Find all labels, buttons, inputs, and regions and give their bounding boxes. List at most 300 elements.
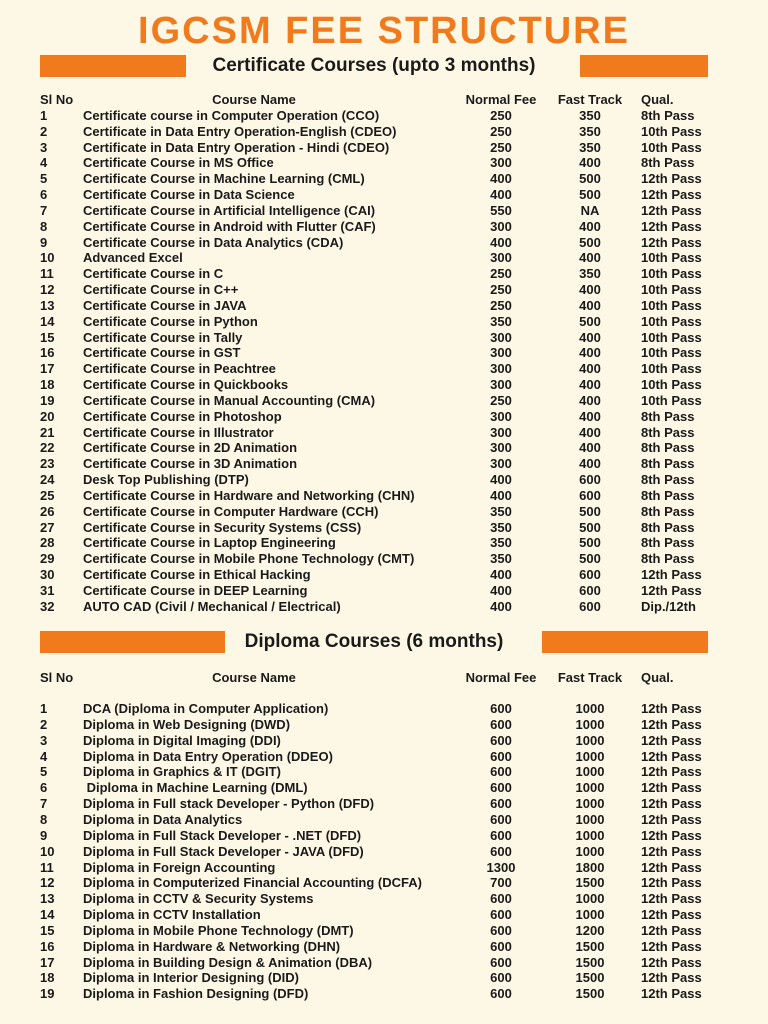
course-name-cell: Diploma in Mobile Phone Technology (DMT) (83, 922, 354, 938)
table-row (40, 377, 730, 393)
course-name-cell: Certificate Course in Ethical Hacking (83, 567, 311, 583)
course-name-cell: Certificate Course in GST (83, 345, 241, 361)
normal-fee-cell: 600 (490, 843, 512, 859)
course-name-cell: Certificate Course in Peachtree (83, 361, 276, 377)
table-row (40, 923, 730, 939)
fast-track-cell: 400 (579, 377, 601, 393)
table-row (40, 875, 730, 891)
table-row (40, 250, 730, 266)
table-row (40, 282, 730, 298)
table-row (40, 124, 730, 140)
table-row (40, 203, 730, 219)
course-name-cell: Certificate Course in Machine Learning (CML) (83, 171, 365, 187)
fast-track-cell: 350 (579, 266, 601, 282)
sl-no-cell: 4 (40, 155, 48, 171)
sl-no-cell: 21 (40, 424, 55, 440)
qualification-cell: 10th Pass (641, 250, 702, 266)
fast-track-cell: 500 (579, 234, 601, 250)
sl-no-cell: 25 (40, 487, 55, 503)
course-name-cell: Diploma in Full Stack Developer - JAVA (DFD) (83, 843, 364, 859)
sl-no-cell: 19 (40, 392, 55, 408)
certificate-table-header (40, 92, 730, 108)
sl-no-cell: 20 (40, 408, 55, 424)
fast-track-cell: 400 (579, 408, 601, 424)
fast-track-cell: 1500 (575, 986, 605, 1002)
qualification-cell: 8th Pass (641, 408, 695, 424)
qualification-cell: 12th Pass (641, 875, 702, 891)
fast-track-cell: NA (580, 202, 600, 218)
fast-track-cell: 400 (579, 297, 601, 313)
course-name-cell: Certificate Course in Security Systems (CSS) (83, 519, 362, 535)
normal-fee-cell: 300 (490, 155, 512, 171)
course-name-cell: Certificate Course in C (83, 266, 224, 282)
sl-no-cell: 14 (40, 313, 55, 329)
course-name-cell: Diploma in Hardware & Networking (DHN) (83, 938, 341, 954)
course-name-cell: Certificate Course in Mobile Phone Technology (CMT) (83, 551, 415, 567)
fast-track-cell: 400 (579, 155, 601, 171)
normal-fee-cell: 600 (490, 764, 512, 780)
sl-no-cell: 5 (40, 171, 48, 187)
course-name-cell: Diploma in Web Designing (DWD) (83, 716, 291, 732)
qualification-cell: 10th Pass (641, 313, 702, 329)
qualification-cell: 12th Pass (641, 202, 702, 218)
normal-fee-cell: 250 (490, 123, 512, 139)
table-row (40, 733, 730, 749)
course-name-cell: Diploma in Data Analytics (83, 811, 243, 827)
qualification-cell: 10th Pass (641, 329, 702, 345)
fast-track-cell: 400 (579, 282, 601, 298)
qualification-cell: 8th Pass (641, 487, 695, 503)
header-normal-fee: Normal Fee (465, 670, 537, 685)
course-name-cell: Certificate Course in Android with Flutter (CAF) (83, 218, 376, 234)
sl-no-cell: 29 (40, 551, 55, 567)
sl-no-cell: 14 (40, 907, 55, 923)
sl-no-cell: 9 (40, 234, 48, 250)
sl-no-cell: 18 (40, 970, 55, 986)
qualification-cell: 8th Pass (641, 551, 695, 567)
course-name-cell: Diploma in Data Entry Operation (DDEO) (83, 748, 333, 764)
normal-fee-cell: 600 (490, 780, 512, 796)
fast-track-cell: 1000 (575, 907, 605, 923)
header-qualification: Qual. (641, 670, 674, 685)
course-name-cell: Certificate Course in Data Science (83, 187, 295, 203)
table-row (40, 955, 730, 971)
table-row (40, 764, 730, 780)
sl-no-cell: 10 (40, 250, 55, 266)
course-name-cell: Certificate course in Computer Operation (CCO) (83, 108, 380, 123)
table-row (40, 551, 730, 567)
qualification-cell: 12th Pass (641, 234, 702, 250)
course-name-cell: DCA (Diploma in Computer Application) (83, 701, 329, 716)
fast-track-cell: 1500 (575, 970, 605, 986)
normal-fee-cell: 250 (490, 282, 512, 298)
table-row (40, 488, 730, 504)
normal-fee-cell: 400 (490, 598, 512, 614)
normal-fee-cell: 300 (490, 329, 512, 345)
qualification-cell: 8th Pass (641, 155, 695, 171)
fast-track-cell: 1200 (575, 922, 605, 938)
header-course-name: Course Name (212, 670, 296, 685)
sl-no-cell: 7 (40, 796, 48, 812)
qualification-cell: 10th Pass (641, 377, 702, 393)
qualification-cell: 8th Pass (641, 108, 695, 123)
sl-no-cell: 24 (40, 472, 55, 488)
course-name-cell: Diploma in Building Design & Animation (DBA) (83, 954, 373, 970)
qualification-cell: 12th Pass (641, 582, 702, 598)
sl-no-cell: 13 (40, 297, 55, 313)
course-name-cell: Certificate Course in C++ (83, 282, 239, 298)
course-name-cell: Certificate Course in DEEP Learning (83, 582, 308, 598)
fast-track-cell: 600 (579, 582, 601, 598)
normal-fee-cell: 350 (490, 551, 512, 567)
fast-track-cell: 1500 (575, 954, 605, 970)
table-row (40, 567, 730, 583)
sl-no-cell: 17 (40, 361, 55, 377)
header-fast-track: Fast Track (557, 92, 623, 107)
course-name-cell: Diploma in CCTV Installation (83, 907, 261, 923)
qualification-cell: 12th Pass (641, 732, 702, 748)
table-row (40, 504, 730, 520)
table-row (40, 155, 730, 171)
qualification-cell: 10th Pass (641, 361, 702, 377)
sl-no-cell: 8 (40, 218, 48, 234)
fast-track-cell: 1000 (575, 748, 605, 764)
sl-no-cell: 23 (40, 456, 55, 472)
certificate-heading: Certificate Courses (upto 3 months) (206, 55, 541, 76)
qualification-cell: 8th Pass (641, 535, 695, 551)
fast-track-cell: 500 (579, 171, 601, 187)
normal-fee-cell: 400 (490, 582, 512, 598)
sl-no-cell: 30 (40, 567, 55, 583)
normal-fee-cell: 400 (490, 171, 512, 187)
qualification-cell: 12th Pass (641, 171, 702, 187)
table-row (40, 330, 730, 346)
normal-fee-cell: 250 (490, 108, 512, 123)
table-row (40, 701, 730, 717)
table-row (40, 520, 730, 536)
course-name-cell: Diploma in Fashion Designing (DFD) (83, 986, 309, 1002)
sl-no-cell: 3 (40, 732, 48, 748)
qualification-cell: 12th Pass (641, 843, 702, 859)
fast-track-cell: 400 (579, 424, 601, 440)
normal-fee-cell: 700 (490, 875, 512, 891)
fast-track-cell: 1000 (575, 780, 605, 796)
sl-no-cell: 8 (40, 811, 48, 827)
sl-no-cell: 15 (40, 922, 55, 938)
header-course-name: Course Name (212, 92, 296, 107)
sl-no-cell: 1 (40, 701, 48, 716)
fast-track-cell: 400 (579, 440, 601, 456)
normal-fee-cell: 300 (490, 440, 512, 456)
header-fast-track: Fast Track (557, 670, 623, 685)
table-row (40, 393, 730, 409)
normal-fee-cell: 600 (490, 922, 512, 938)
table-row (40, 472, 730, 488)
qualification-cell: 10th Pass (641, 392, 702, 408)
normal-fee-cell: 250 (490, 297, 512, 313)
table-row (40, 235, 730, 251)
fast-track-cell: 400 (579, 456, 601, 472)
qualification-cell: 12th Pass (641, 701, 702, 716)
normal-fee-cell: 300 (490, 424, 512, 440)
fast-track-cell: 1000 (575, 716, 605, 732)
table-row (40, 266, 730, 282)
normal-fee-cell: 400 (490, 567, 512, 583)
course-name-cell: Certificate Course in Illustrator (83, 424, 274, 440)
header-normal-fee: Normal Fee (465, 92, 537, 107)
normal-fee-cell: 600 (490, 732, 512, 748)
sl-no-cell: 32 (40, 598, 55, 614)
course-name-cell: Diploma in Graphics & IT (DGIT) (83, 764, 281, 780)
fast-track-cell: 400 (579, 345, 601, 361)
fast-track-cell: 400 (579, 361, 601, 377)
normal-fee-cell: 350 (490, 313, 512, 329)
sl-no-cell: 18 (40, 377, 55, 393)
sl-no-cell: 11 (40, 859, 54, 875)
sl-no-cell: 13 (40, 891, 55, 907)
table-row (40, 812, 730, 828)
fast-track-cell: 1000 (575, 796, 605, 812)
course-name-cell: Certificate in Data Entry Operation-English (CDEO) (83, 123, 397, 139)
sl-no-cell: 12 (40, 875, 55, 891)
qualification-cell: 12th Pass (641, 859, 702, 875)
table-row (40, 108, 730, 124)
fast-track-cell: 600 (579, 567, 601, 583)
normal-fee-cell: 250 (490, 266, 512, 282)
normal-fee-cell: 300 (490, 218, 512, 234)
table-row (40, 939, 730, 955)
sl-no-cell: 1 (40, 108, 48, 123)
table-row (40, 970, 730, 986)
diploma-section-header (40, 631, 708, 653)
table-row (40, 891, 730, 907)
normal-fee-cell: 600 (490, 796, 512, 812)
course-name-cell: Certificate Course in Hardware and Networking (CHN) (83, 487, 415, 503)
table-row (40, 440, 730, 456)
table-row (40, 986, 730, 1002)
table-row (40, 361, 730, 377)
course-name-cell: Certificate Course in JAVA (83, 297, 247, 313)
table-row (40, 796, 730, 812)
fast-track-cell: 400 (579, 250, 601, 266)
course-name-cell: Certificate Course in 3D Animation (83, 456, 298, 472)
fast-track-cell: 1000 (575, 764, 605, 780)
fast-track-cell: 1000 (575, 811, 605, 827)
sl-no-cell: 5 (40, 764, 48, 780)
fast-track-cell: 1500 (575, 875, 605, 891)
fast-track-cell: 600 (579, 472, 601, 488)
sl-no-cell: 11 (40, 266, 54, 282)
qualification-cell: 8th Pass (641, 456, 695, 472)
normal-fee-cell: 350 (490, 503, 512, 519)
qualification-cell: 12th Pass (641, 970, 702, 986)
fast-track-cell: 500 (579, 503, 601, 519)
course-name-cell: Diploma in Full Stack Developer - .NET (DFD) (83, 827, 362, 843)
course-name-cell: AUTO CAD (Civil / Mechanical / Electrical) (83, 598, 341, 614)
sl-no-cell: 28 (40, 535, 55, 551)
qualification-cell: 12th Pass (641, 827, 702, 843)
qualification-cell: 12th Pass (641, 567, 702, 583)
normal-fee-cell: 550 (490, 202, 512, 218)
certificate-section-header (40, 55, 708, 77)
normal-fee-cell: 300 (490, 408, 512, 424)
qualification-cell: 12th Pass (641, 187, 702, 203)
normal-fee-cell: 600 (490, 986, 512, 1002)
table-row (40, 425, 730, 441)
course-name-cell: Certificate Course in Manual Accounting (CMA) (83, 392, 376, 408)
fast-track-cell: 500 (579, 551, 601, 567)
course-name-cell: Desk Top Publishing (DTP) (83, 472, 249, 488)
normal-fee-cell: 350 (490, 535, 512, 551)
course-name-cell: Certificate in Data Entry Operation - Hindi (CDEO) (83, 139, 390, 155)
normal-fee-cell: 600 (490, 748, 512, 764)
qualification-cell: 12th Pass (641, 922, 702, 938)
fast-track-cell: 1000 (575, 891, 605, 907)
table-row (40, 583, 730, 599)
sl-no-cell: 9 (40, 827, 48, 843)
normal-fee-cell: 600 (490, 827, 512, 843)
normal-fee-cell: 600 (490, 970, 512, 986)
fast-track-cell: 1000 (575, 827, 605, 843)
normal-fee-cell: 600 (490, 938, 512, 954)
qualification-cell: 10th Pass (641, 139, 702, 155)
qualification-cell: 12th Pass (641, 907, 702, 923)
fast-track-cell: 400 (579, 392, 601, 408)
normal-fee-cell: 400 (490, 187, 512, 203)
normal-fee-cell: 300 (490, 345, 512, 361)
fast-track-cell: 350 (579, 139, 601, 155)
table-row (40, 187, 730, 203)
sl-no-cell: 4 (40, 748, 48, 764)
normal-fee-cell: 300 (490, 377, 512, 393)
course-name-cell: Certificate Course in Python (83, 313, 258, 329)
normal-fee-cell: 400 (490, 234, 512, 250)
sl-no-cell: 12 (40, 282, 55, 298)
qualification-cell: 12th Pass (641, 954, 702, 970)
sl-no-cell: 22 (40, 440, 55, 456)
qualification-cell: 12th Pass (641, 938, 702, 954)
table-row (40, 298, 730, 314)
qualification-cell: 12th Pass (641, 796, 702, 812)
fast-track-cell: 600 (579, 598, 601, 614)
fast-track-cell: 400 (579, 218, 601, 234)
fast-track-cell: 500 (579, 187, 601, 203)
sl-no-cell: 16 (40, 345, 55, 361)
header-sl-no: Sl No (40, 670, 74, 685)
sl-no-cell: 10 (40, 843, 55, 859)
sl-no-cell: 7 (40, 202, 48, 218)
fast-track-cell: 500 (579, 519, 601, 535)
sl-no-cell: 2 (40, 123, 48, 139)
table-row (40, 828, 730, 844)
course-name-cell: Advanced Excel (83, 250, 183, 266)
qualification-cell: 12th Pass (641, 780, 702, 796)
course-name-cell: Diploma in Machine Learning (DML) (83, 780, 308, 796)
normal-fee-cell: 1300 (486, 859, 516, 875)
normal-fee-cell: 350 (490, 519, 512, 535)
qualification-cell: Dip./12th (641, 598, 696, 614)
sl-no-cell: 17 (40, 954, 55, 970)
table-row (40, 345, 730, 361)
sl-no-cell: 27 (40, 519, 55, 535)
qualification-cell: 8th Pass (641, 472, 695, 488)
course-name-cell: Certificate Course in Laptop Engineering (83, 535, 336, 551)
diploma-table-header (40, 670, 730, 686)
course-name-cell: Certificate Course in Data Analytics (CDA) (83, 234, 344, 250)
table-row (40, 219, 730, 235)
qualification-cell: 12th Pass (641, 891, 702, 907)
course-name-cell: Diploma in Full stack Developer - Python (DFD) (83, 796, 375, 812)
qualification-cell: 10th Pass (641, 123, 702, 139)
table-row (40, 717, 730, 733)
fast-track-cell: 600 (579, 487, 601, 503)
course-name-cell: Certificate Course in Computer Hardware (CCH) (83, 503, 379, 519)
course-name-cell: Diploma in Interior Designing (DID) (83, 970, 299, 986)
sl-no-cell: 31 (40, 582, 55, 598)
course-name-cell: Diploma in Computerized Financial Accounting (DCFA) (83, 875, 422, 891)
fast-track-cell: 1000 (575, 843, 605, 859)
table-row (40, 860, 730, 876)
page-title: IGCSM FEE STRUCTURE (138, 10, 630, 52)
sl-no-cell: 6 (40, 187, 48, 203)
table-row (40, 749, 730, 765)
sl-no-cell: 3 (40, 139, 48, 155)
header-sl-no: Sl No (40, 92, 74, 107)
normal-fee-cell: 400 (490, 472, 512, 488)
course-name-cell: Diploma in Foreign Accounting (83, 859, 276, 875)
qualification-cell: 8th Pass (641, 519, 695, 535)
normal-fee-cell: 300 (490, 361, 512, 377)
normal-fee-cell: 400 (490, 487, 512, 503)
normal-fee-cell: 250 (490, 392, 512, 408)
qualification-cell: 10th Pass (641, 282, 702, 298)
qualification-cell: 10th Pass (641, 266, 702, 282)
table-row (40, 140, 730, 156)
fast-track-cell: 350 (579, 123, 601, 139)
normal-fee-cell: 300 (490, 250, 512, 266)
fast-track-cell: 1000 (575, 701, 605, 716)
fast-track-cell: 500 (579, 313, 601, 329)
course-name-cell: Certificate Course in Artificial Intelligence (CAI) (83, 202, 376, 218)
sl-no-cell: 26 (40, 503, 55, 519)
qualification-cell: 12th Pass (641, 748, 702, 764)
table-row (40, 409, 730, 425)
qualification-cell: 8th Pass (641, 424, 695, 440)
table-row (40, 456, 730, 472)
course-name-cell: Certificate Course in 2D Animation (83, 440, 298, 456)
normal-fee-cell: 600 (490, 954, 512, 970)
course-name-cell: Certificate Course in Photoshop (83, 408, 282, 424)
header-qualification: Qual. (641, 92, 674, 107)
qualification-cell: 8th Pass (641, 503, 695, 519)
sl-no-cell: 15 (40, 329, 55, 345)
qualification-cell: 12th Pass (641, 986, 702, 1002)
normal-fee-cell: 600 (490, 716, 512, 732)
table-row (40, 780, 730, 796)
table-row (40, 171, 730, 187)
normal-fee-cell: 250 (490, 139, 512, 155)
normal-fee-cell: 600 (490, 701, 512, 716)
fast-track-cell: 350 (579, 108, 601, 123)
qualification-cell: 12th Pass (641, 716, 702, 732)
qualification-cell: 8th Pass (641, 440, 695, 456)
fast-track-cell: 400 (579, 329, 601, 345)
normal-fee-cell: 600 (490, 907, 512, 923)
course-name-cell: Certificate Course in MS Office (83, 155, 274, 171)
qualification-cell: 12th Pass (641, 218, 702, 234)
diploma-heading: Diploma Courses (6 months) (239, 631, 510, 652)
normal-fee-cell: 300 (490, 456, 512, 472)
